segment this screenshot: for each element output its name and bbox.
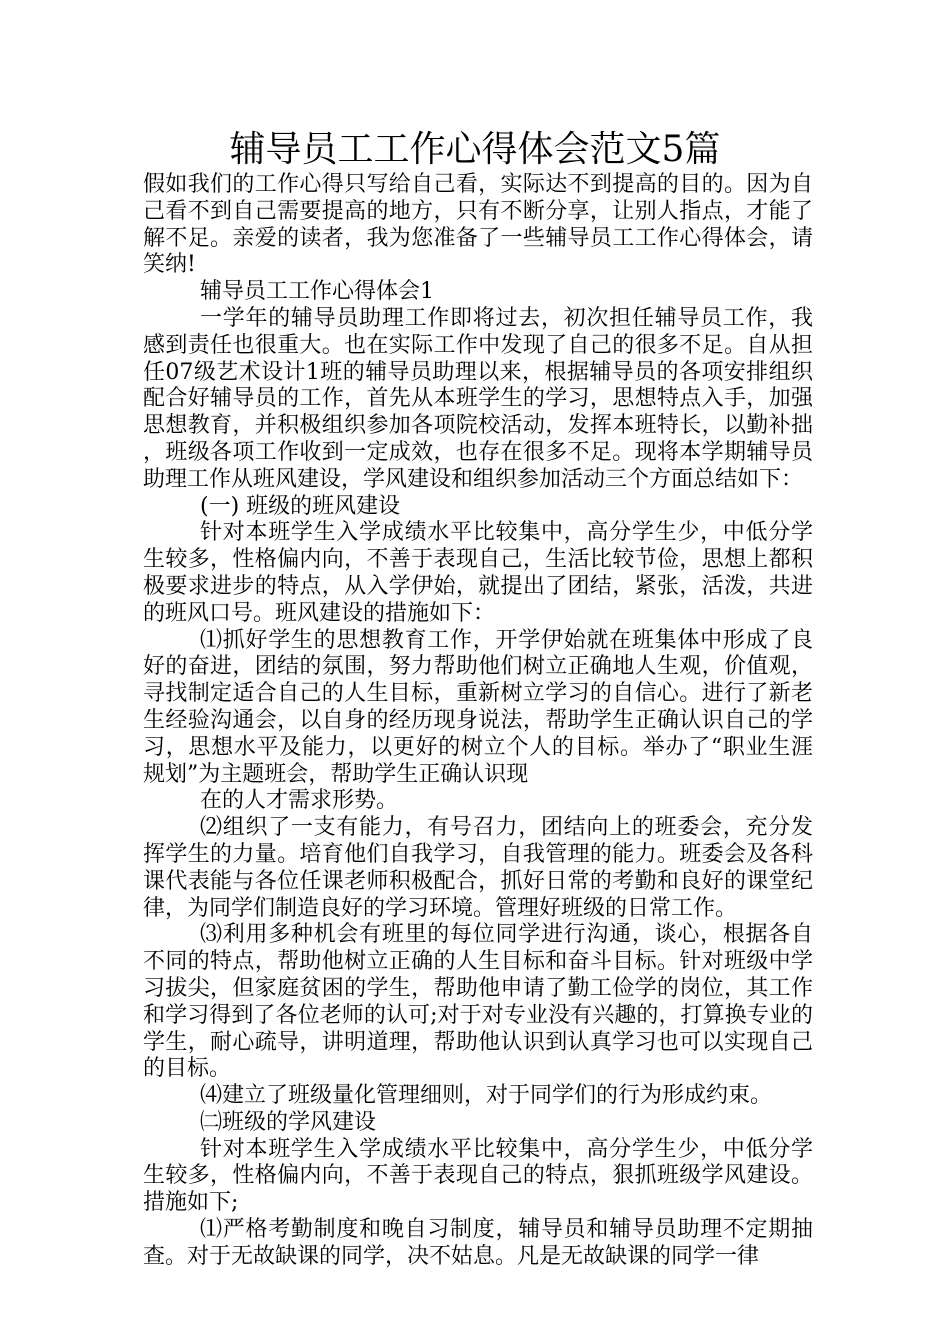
intro-paragraph: 假如我们的工作心得只写给自己看，实际达不到提高的目的。因为自己看不到自己需要提高的地方，只有不断分享，让别人指点，才能了解不足。亲爱的读者，我为您准备了一些辅导员工工作心得体会，请笑纳! <box>143 172 813 278</box>
document-body <box>143 172 813 1271</box>
list-item-1: ⑴抓好学生的思想教育工作，开学伊始就在班集体中形成了良好的奋进，团结的氛围，努力帮助他们树立正确地人生观，价值观，寻找制定适合自己的人生目标，重新树立学习的自信心。进行了新老生经验沟通会，以自身的经历现身说法，帮助学生正确认识自己的学习，思想水平及能力，以更好的树立个人的目标。举办了“职业生涯规划”为主题班会，帮助学生正确认识现 <box>143 627 813 787</box>
subsection-heading-class-style: (一) 班级的班风建设 <box>200 493 401 519</box>
section-heading-1: 辅导员工工作心得体会1 <box>200 279 434 305</box>
body-paragraph-continued: 在的人才需求形势。 <box>200 788 399 814</box>
list-item-1: ⑴严格考勤制度和晚自习制度，辅导员和辅导员助理不定期抽查。对于无故缺课的同学，决不姑息。凡是无故缺课的同学一律 <box>143 1217 813 1269</box>
body-paragraph: 针对本班学生入学成绩水平比较集中，高分学生少，中低分学生较多，性格偏内向，不善于表现自己的特点，狠抓班级学风建设。措施如下; <box>143 1136 813 1216</box>
body-paragraph: 一学年的辅导员助理工作即将过去，初次担任辅导员工作，我感到责任也很重大。也在实际工作中发现了自己的很多不足。自从担任07级艺术设计1班的辅导员助理以来，根据辅导员的各项安排组织配合好辅导员的工作，首先从本班学生的学习，思想特点入手，加强思想教育，并积极组织参加各项院校活动，发挥本班特长，以勤补拙，班级各项工作收到一定成效，也存在很多不足。现将本学期辅导员助理工作从班风建设，学风建设和组织参加活动三个方面总结如下： <box>143 305 813 492</box>
body-paragraph: 针对本班学生入学成绩水平比较集中，高分学生少，中低分学生较多，性格偏内向，不善于表现自己，生活比较节俭，思想上都积极要求进步的特点，从入学伊始，就提出了团结，紧张，活泼，共进的班风口号。班风建设的措施如下： <box>143 520 813 626</box>
list-item-2: ⑵组织了一支有能力，有号召力，团结向上的班委会，充分发挥学生的力量。培育他们自我学习，自我管理的能力。班委会及各科课代表能与各位任课老师积极配合，抓好日常的考勤和良好的课堂纪律，为同学们制造良好的学习环境。管理好班级的日常工作。 <box>143 815 813 921</box>
subsection-heading-study-style: ㈡班级的学风建设 <box>200 1109 377 1135</box>
list-item-3: ⑶利用多种机会有班里的每位同学进行沟通，谈心，根据各自不同的特点，帮助他树立正确的人生目标和奋斗目标。针对班级中学习拔尖，但家庭贫困的学生，帮助他申请了勤工俭学的岗位，其工作和学习得到了各位老师的认可;对于对专业没有兴趣的，打算换专业的学生，耐心疏导，讲明道理，帮助他认识到认真学习也可以实现自己的目标。 <box>143 922 813 1082</box>
list-item-4: ⑷建立了班级量化管理细则，对于同学们的行为形成约束。 <box>200 1083 773 1109</box>
document-title: 辅导员工工作心得体会范文5篇 <box>229 129 721 170</box>
